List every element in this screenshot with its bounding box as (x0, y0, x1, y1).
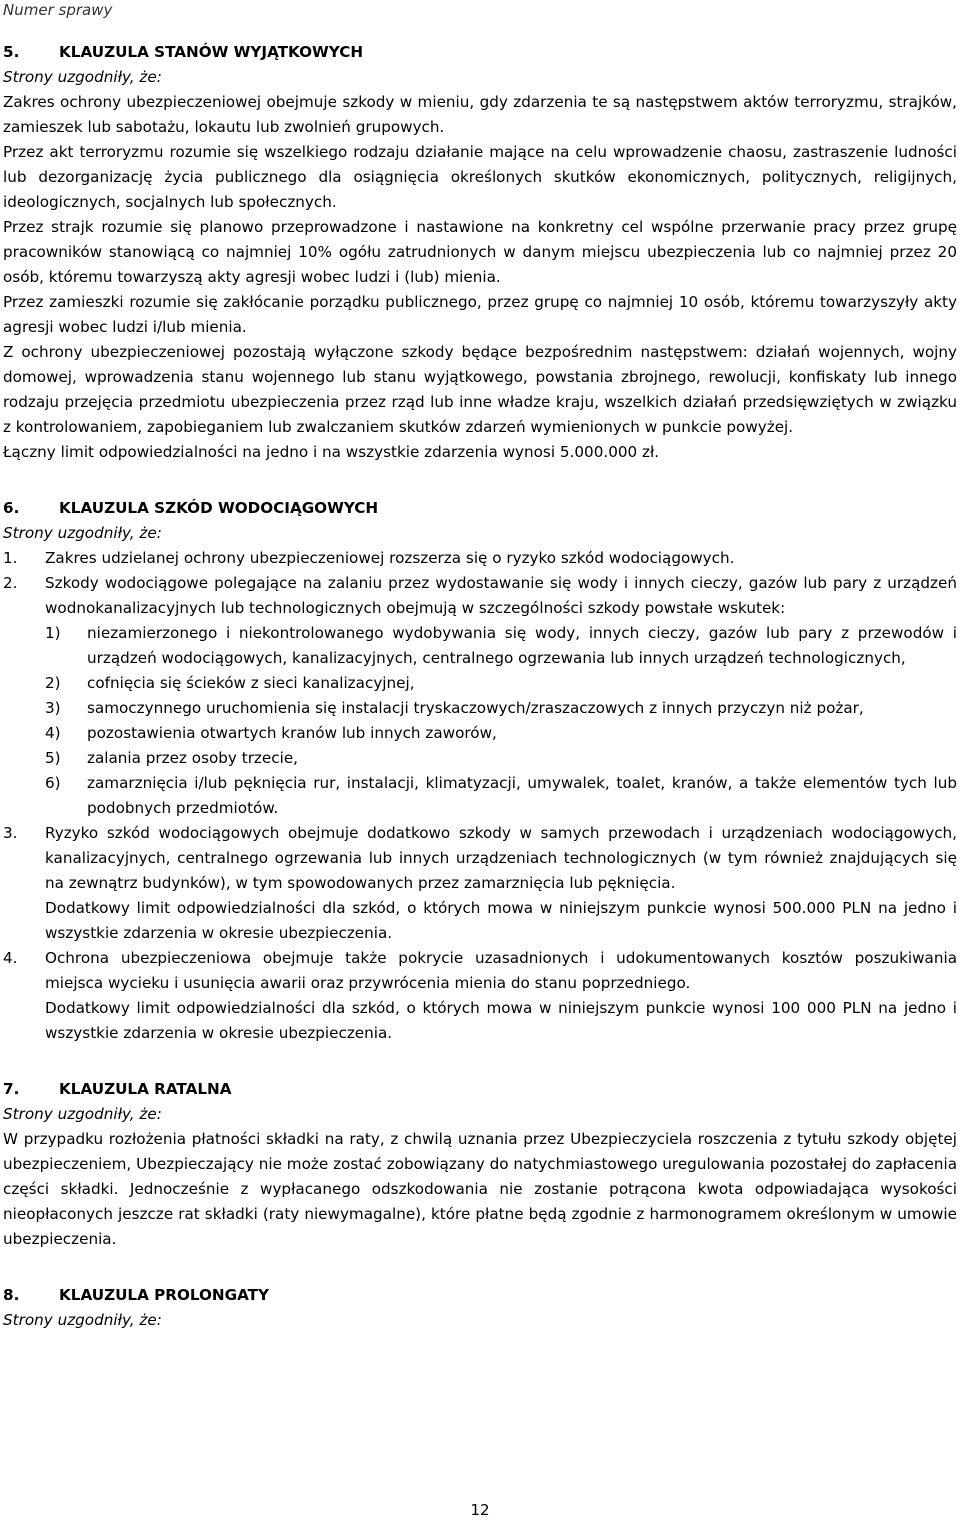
section-5-heading (3, 40, 957, 65)
list-item: 2. Szkody wodociągowe polegające na zalaniu przez wydostawanie się wody i innych cieczy, gazów lub pary z urządzeń wodnokanalizacyjnych lub technologicznych obejmują w szczególności szkody powstałe wskutek: (3, 574, 957, 617)
section-8-heading (3, 1283, 957, 1308)
paragraph: Przez zamieszki rozumie się zakłócanie porządku publicznego, przez grupę co najmniej 10 osób, któremu towarzyszyły akty agresji wobec ludzi i/lub mienia. (3, 293, 957, 336)
section-number: 8. (3, 1286, 20, 1304)
sub-list-item: 4) pozostawienia otwartych kranów lub innych zaworów, (45, 724, 497, 742)
section-number: 7. (3, 1080, 20, 1098)
list-text: Ochrona ubezpieczeniowa obejmuje także pokrycie uzasadnionych i udokumentowanych kosztów poszukiwania miejsca wycieku i usunięcia awarii oraz przywrócenia mienia do stanu poprzedniego. (45, 949, 957, 992)
paragraph: Zakres ochrony ubezpieczeniowej obejmuje szkody w mieniu, gdy zdarzenia te są następstwem aktów terroryzmu, strajków, zamieszek lub sabotażu, lokautu lub zwolnień grupowych. (3, 93, 957, 136)
sub-list-item: 5) zalania przez osoby trzecie, (45, 749, 298, 767)
section-intro: Strony uzgodniły, że: (3, 1311, 162, 1329)
paragraph: W przypadku rozłożenia płatności składki na raty, z chwilą uznania przez Ubezpieczyciela roszczenia z tytułu szkody objętej ubezpieczeniem, Ubezpieczający nie może zostać zobowiązany do natychmiastowego uregulowania pozostałej do zapłacenia części składki. Jednocześnie z wypłacanego odszkodowania nie zostanie potrącona kwota odpowiadająca wysokości nieopłaconych jeszcze rat składki (raty niewymagalne), które płatne będą zgodnie z harmonogramem określonym w umowie ubezpieczenia. (3, 1130, 957, 1248)
paragraph: Przez strajk rozumie się planowo przeprowadzone i nastawione na konkretny cel wspólne przerwanie pracy przez grupę pracowników stanowiącą co najmniej 10% ogółu zatrudnionych w danym miejscu ubezpieczenia lub co najmniej przez 20 osób, któremu towarzyszą akty agresji wobec ludzi i (lub) mienia. (3, 218, 957, 286)
list-item: 4. Ochrona ubezpieczeniowa obejmuje także pokrycie uzasadnionych i udokumentowanych kosztów poszukiwania miejsca wycieku i usunięcia awarii oraz przywrócenia mienia do stanu poprzedniego. Dodatkowy limit odpowiedzialności dla szkód, o których mowa w niniejszym punkcie wynosi 100 000 PLN na jedno i wszystkie zdarzenia w okresie ubezpieczenia. (3, 949, 957, 1042)
section-number: 6. (3, 499, 20, 517)
section-intro: Strony uzgodniły, że: (3, 1105, 162, 1123)
paragraph: Przez akt terroryzmu rozumie się wszelkiego rodzaju działanie mające na celu wprowadzenie chaosu, zastraszenie ludności lub dezorganizację życia publicznego dla osiągnięcia określonych skutków ekonomicznych, politycznych, religijnych, ideologicznych, socjalnych lub społecznych. (3, 143, 957, 211)
case-number-header: Numer sprawy (3, 1, 113, 19)
sub-list-item: 6) zamarznięcia i/lub pęknięcia rur, instalacji, klimatyzacji, umywalek, toalet, kranów, a także elementów tych lub podobnych przedmiotów. (45, 774, 957, 817)
section-title: KLAUZULA RATALNA (59, 1080, 232, 1098)
sub-list-item: 3) samoczynnego uruchomienia się instalacji tryskaczowych/zraszaczowych z innych przyczyn niż pożar, (45, 699, 864, 717)
section-title: KLAUZULA SZKÓD WODOCIĄGOWYCH (59, 499, 379, 517)
section-intro: Strony uzgodniły, że: (3, 68, 162, 86)
list-text: Ryzyko szkód wodociągowych obejmuje dodatkowo szkody w samych przewodach i urządzeniach wodociągowych, kanalizacyjnych, centralnego ogrzewania lub innych urządzeniach technologicznych (w tym również znajdujących się na zewnątrz budynków), w tym spowodowanych przez zamarznięcia lub pęknięcia. (45, 824, 957, 892)
section-title: KLAUZULA STANÓW WYJĄTKOWYCH (59, 43, 364, 61)
list-item: 3. Ryzyko szkód wodociągowych obejmuje dodatkowo szkody w samych przewodach i urządzeniach wodociągowych, kanalizacyjnych, centralnego ogrzewania lub innych urządzeniach technologicznych (w tym również znajdujących się na zewnątrz budynków), w tym spowodowanych przez zamarznięcia lub pęknięcia. Dodatkowy limit odpowiedzialności dla szkód, o których mowa w niniejszym punkcie wynosi 500.000 PLN na jedno i wszystkie zdarzenia w okresie ubezpieczenia. (3, 824, 957, 942)
page-number: 12 (470, 1501, 490, 1519)
paragraph: Łączny limit odpowiedzialności na jedno i na wszystkie zdarzenia wynosi 5.000.000 zł. (3, 443, 660, 461)
sub-list-item: 2) cofnięcia się ścieków z sieci kanalizacyjnej, (45, 674, 415, 692)
list-item: 1. Zakres udzielanej ochrony ubezpieczeniowej rozszerza się o ryzyko szkód wodociągowych. (3, 549, 735, 567)
list-limit-text: Dodatkowy limit odpowiedzialności dla szkód, o których mowa w niniejszym punkcie wynosi 100 000 PLN na jedno i wszystkie zdarzenia w okresie ubezpieczenia. (45, 999, 957, 1042)
section-7-heading (3, 1077, 957, 1102)
section-intro: Strony uzgodniły, że: (3, 524, 162, 542)
section-6-heading (3, 496, 957, 521)
document-page (3, 0, 957, 1333)
section-title: KLAUZULA PROLONGATY (59, 1286, 270, 1304)
paragraph: Z ochrony ubezpieczeniowej pozostają wyłączone szkody będące bezpośrednim następstwem: działań wojennych, wojny domowej, wprowadzenia stanu wojennego lub stanu wyjątkowego, powstania zbrojnego, rewolucji, konfiskaty lub innego rodzaju przejęcia przedmiotu ubezpieczenia przez rząd lub inne władze kraju, wszelkich działań przedsięwziętych w związku z kontrolowaniem, zapobieganiem lub zwalczaniem skutków zdarzeń wymienionych w punkcie powyżej. (3, 343, 957, 436)
list-limit-text: Dodatkowy limit odpowiedzialności dla szkód, o których mowa w niniejszym punkcie wynosi 500.000 PLN na jedno i wszystkie zdarzenia w okresie ubezpieczenia. (45, 899, 957, 942)
sub-list-item: 1) niezamierzonego i niekontrolowanego wydobywania się wody, innych cieczy, gazów lub pary z przewodów i urządzeń wodociągowych, kanalizacyjnych, centralnego ogrzewania lub innych urządzeń technologicznych, (45, 624, 957, 667)
section-number: 5. (3, 43, 20, 61)
